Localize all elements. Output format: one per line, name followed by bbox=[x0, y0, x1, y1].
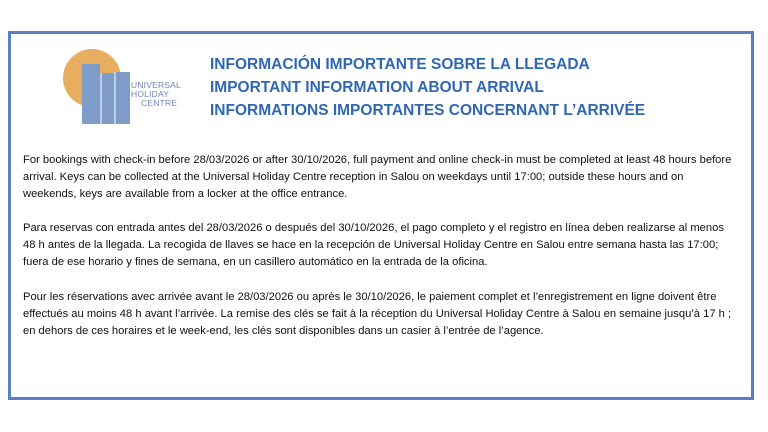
logo-line-1: UNIVERSAL bbox=[131, 80, 181, 90]
title-english: IMPORTANT INFORMATION ABOUT ARRIVAL bbox=[210, 79, 544, 96]
paragraph-french: Pour les réservations avec arrivée avant le 28/03/2026 ou après le 30/10/2026, le paiement complet et l’enregistrement en ligne doivent être effectués au moins 48 h avant l’arrivée. La remise des clés se fait à la réception du Universal Holiday Centre à Salou en semaine jusqu’à 17 h ; en dehors de ces horaires et le week-end, les clés sont disponibles dans un casier à l’entrée de l’agence. bbox=[23, 290, 732, 337]
building-shape bbox=[114, 72, 130, 124]
building-shape bbox=[82, 64, 100, 124]
notice-body bbox=[23, 152, 735, 357]
paragraph-spanish: Para reservas con entrada antes del 28/03/2026 o después del 30/10/2026, el pago completo y el registro en línea deben realizarse al menos 48 h antes de la llegada. La recogida de llaves se hace en la recepción de Universal Holiday Centre en Salou entre semana hasta las 17:00; fuera de ese horario y fines de semana, en un casillero automático en la entrada de la oficina. bbox=[23, 222, 724, 269]
paragraph-english: For bookings with check-in before 28/03/2026 or after 30/10/2026, full payment and online check-in must be completed at least 48 hours before arrival. Keys can be collected at the Universal Holiday Centre reception in Salou on weekdays until 17:00; outside these hours and on weekends, keys are available from a locker at the office entrance. bbox=[23, 154, 732, 201]
heading-block bbox=[210, 53, 645, 122]
logo-wordmark bbox=[131, 81, 181, 108]
logo-line-3: CENTRE bbox=[141, 98, 178, 108]
logo-line-2: HOLIDAY bbox=[131, 89, 170, 99]
title-french: INFORMATIONS IMPORTANTES CONCERNANT L’ARRIVÉE bbox=[210, 102, 646, 119]
title-spanish: INFORMACIÓN IMPORTANTE SOBRE LA LLEGADA bbox=[210, 56, 590, 73]
building-shape bbox=[100, 73, 114, 124]
